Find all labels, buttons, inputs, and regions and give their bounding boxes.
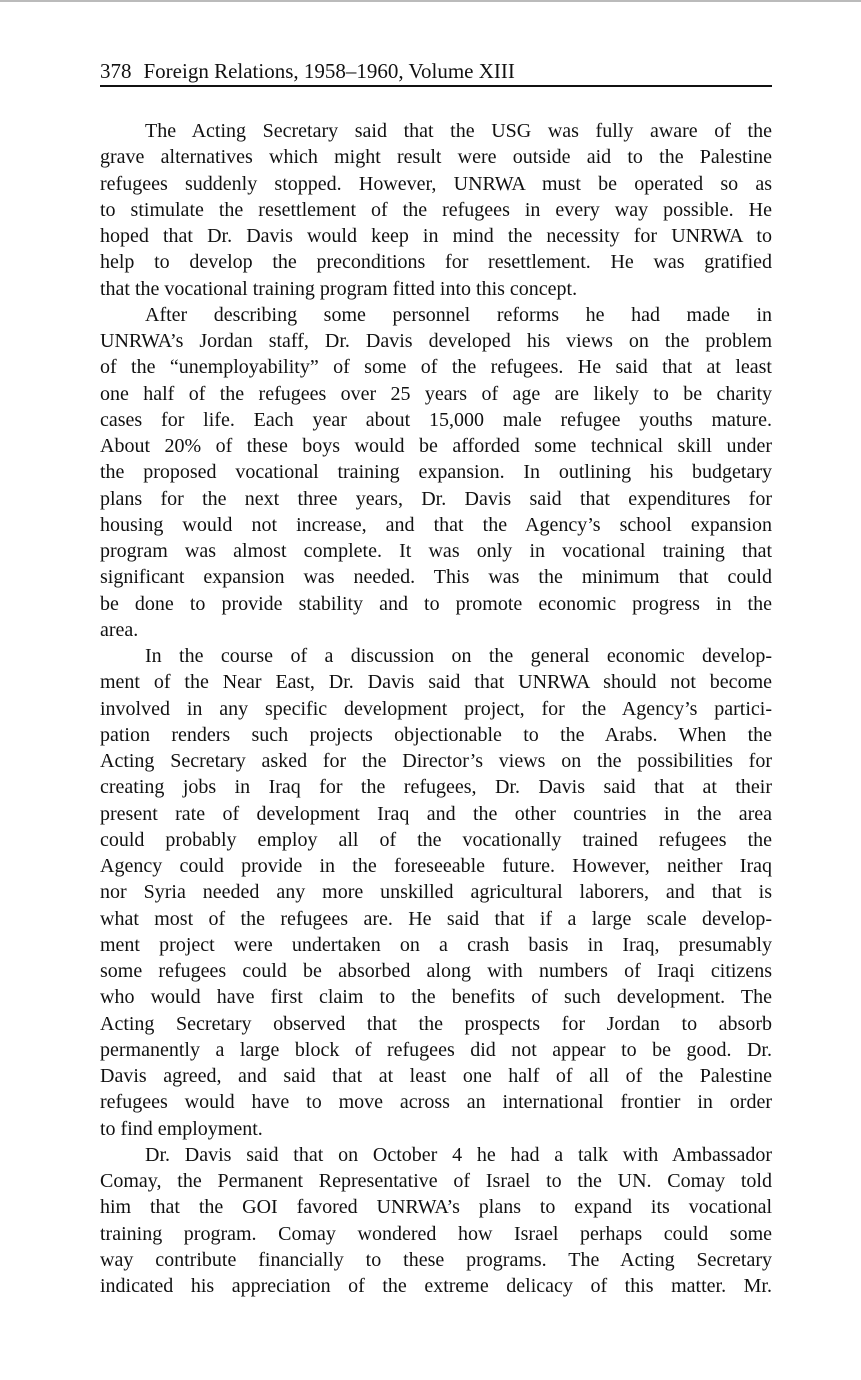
text-line: Dr. Davis said that on October 4 he had a talk with Ambassador [145, 1143, 772, 1166]
text-line: who would have first claim to the benefits of such development. The [100, 986, 772, 1009]
text-line: that the vocational training program fitted into this concept. [100, 277, 578, 300]
text-line: refugees would have to move across an international frontier in order [100, 1091, 772, 1114]
text-line: housing would not increase, and that the Agency’s school expansion [100, 513, 772, 536]
text-line: Comay, the Permanent Representative of Israel to the UN. Comay told [100, 1170, 772, 1192]
page-number: 378 [100, 59, 132, 83]
text-line: help to develop the preconditions for resettlement. He was gratified [100, 251, 772, 274]
text-line: The Acting Secretary said that the USG was fully aware of the [145, 120, 772, 142]
text-line: refugees suddenly stopped. However, UNRWA must be operated so as [100, 172, 772, 195]
page-edge-line [0, 0, 861, 2]
text-line: About 20% of these boys would be afforded some technical skill under [100, 435, 772, 457]
text-line: him that the GOI favored UNRWA’s plans to expand its vocational [100, 1196, 772, 1219]
text-line: area. [100, 618, 139, 641]
paragraph [100, 643, 772, 1142]
text-line: creating jobs in Iraq for the refugees, Dr. Davis said that at their [100, 776, 772, 799]
text-line: of the “unemployability” of some of the refugees. He said that at least [100, 356, 772, 379]
text-line: nor Syria needed any more unskilled agricultural laborers, and that is [100, 881, 772, 904]
text-line: Acting Secretary asked for the Director’s views on the possibilities for [100, 750, 772, 772]
text-line: one half of the refugees over 25 years of age are likely to be charity [100, 382, 772, 405]
text-line: In the course of a discussion on the general economic develop- [145, 645, 772, 667]
text-line: what most of the refugees are. He said that if a large scale develop- [100, 907, 772, 930]
text-line: Acting Secretary observed that the prospects for Jordan to absorb [100, 1012, 772, 1035]
text-line: to stimulate the resettlement of the refugees in every way possible. He [100, 198, 772, 221]
paragraph [100, 118, 772, 302]
text-line: plans for the next three years, Dr. Davis said that expenditures for [100, 487, 772, 510]
document-body [100, 118, 772, 1299]
text-line: ment project were undertaken on a crash basis in Iraq, presumably [100, 933, 772, 956]
running-title: Foreign Relations, 1958–1960, Volume XIII [143, 59, 515, 83]
text-line: program was almost complete. It was only in vocational training that [100, 540, 772, 562]
text-line: significant expansion was needed. This was the minimum that could [100, 566, 772, 589]
text-line: involved in any specific development project, for the Agency’s partici- [100, 697, 772, 720]
text-line: UNRWA’s Jordan staff, Dr. Davis developed his views on the problem [100, 330, 772, 352]
text-line: could probably employ all of the vocationally trained refugees the [100, 828, 772, 851]
text-line: to find employment. [100, 1117, 263, 1140]
text-line: Davis agreed, and said that at least one half of all of the Palestine [100, 1065, 772, 1087]
text-line: hoped that Dr. Davis would keep in mind the necessity for UNRWA to [100, 225, 772, 247]
text-line: After describing some personnel reforms he had made in [145, 303, 772, 326]
text-line: present rate of development Iraq and the other countries in the area [100, 802, 772, 825]
text-line: be done to provide stability and to promote economic progress in the [100, 592, 772, 615]
paragraph [100, 1142, 772, 1300]
text-line: cases for life. Each year about 15,000 male refugee youths mature. [100, 408, 772, 431]
text-line: some refugees could be absorbed along with numbers of Iraqi citizens [100, 960, 772, 982]
text-line: ment of the Near East, Dr. Davis said that UNRWA should not become [100, 671, 772, 694]
text-line: indicated his appreciation of the extreme delicacy of this matter. Mr. [100, 1275, 772, 1297]
text-line: the proposed vocational training expansion. In outlining his budgetary [100, 461, 772, 484]
text-line: way contribute financially to these programs. The Acting Secretary [100, 1248, 772, 1271]
text-line: pation renders such projects objectionable to the Arabs. When the [100, 723, 772, 746]
text-line: grave alternatives which might result were outside aid to the Palestine [100, 146, 772, 169]
paragraph [100, 302, 772, 643]
text-line: Agency could provide in the foreseeable future. However, neither Iraq [100, 855, 772, 877]
running-header [100, 58, 772, 87]
text-line: training program. Comay wondered how Israel perhaps could some [100, 1222, 772, 1245]
text-line: permanently a large block of refugees did not appear to be good. Dr. [100, 1038, 772, 1061]
